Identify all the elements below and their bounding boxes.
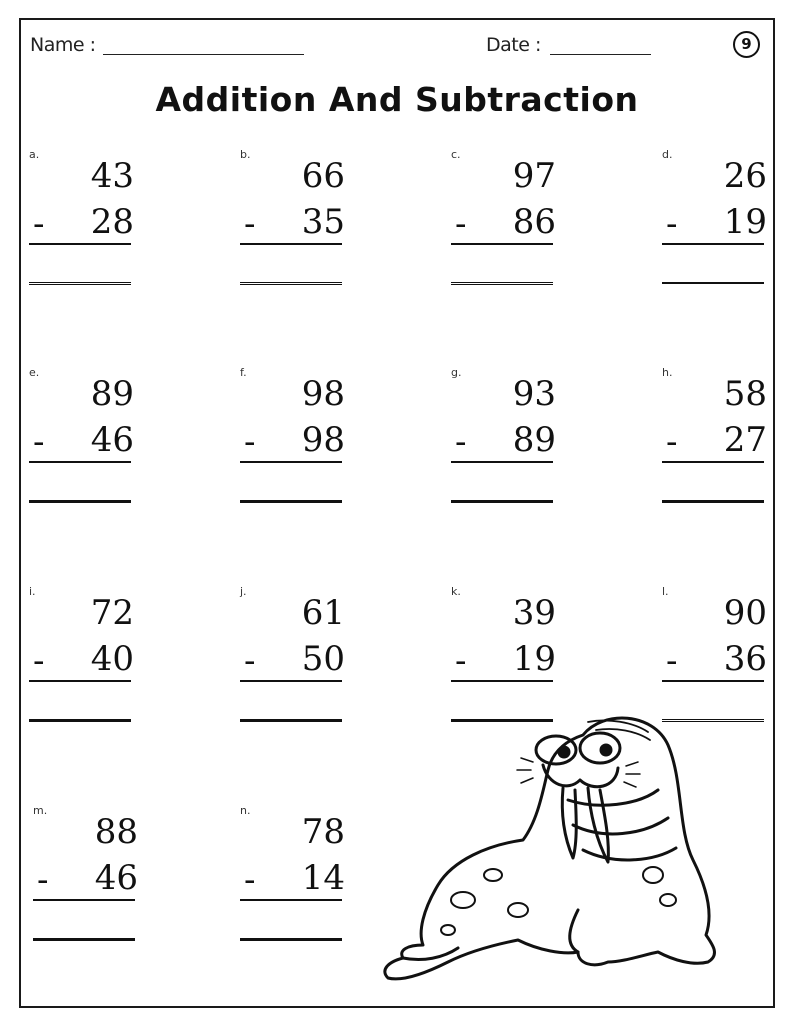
walrus-neck-fold xyxy=(568,790,658,805)
walrus-spot xyxy=(484,869,502,881)
name-label: Name : xyxy=(30,34,96,56)
walrus-spot xyxy=(508,903,528,917)
minus-sign: - xyxy=(666,422,678,462)
subtrahend: 27 xyxy=(723,420,767,460)
sum-line xyxy=(240,680,342,682)
minuend: 58 xyxy=(723,374,767,414)
sum-line xyxy=(662,461,764,463)
walrus-pupil-left xyxy=(559,747,569,757)
walrus-illustration xyxy=(368,700,758,1000)
name-field-line[interactable] xyxy=(103,54,304,55)
answer-line[interactable] xyxy=(240,282,342,285)
minus-sign: - xyxy=(33,204,45,244)
problem-label: f. xyxy=(240,366,247,379)
minus-sign: - xyxy=(244,860,256,900)
subtrahend: 86 xyxy=(512,202,556,242)
problem-label: m. xyxy=(33,804,48,817)
problem-label: h. xyxy=(662,366,673,379)
walrus-spot xyxy=(441,925,455,935)
problem-b xyxy=(240,148,345,298)
problem-label: l. xyxy=(662,585,669,598)
minus-sign: - xyxy=(244,641,256,681)
date-field-line[interactable] xyxy=(550,54,651,55)
walrus-neck-fold-3 xyxy=(583,848,676,860)
problem-label: j. xyxy=(240,585,247,598)
problem-h xyxy=(662,366,767,516)
problem-g xyxy=(451,366,556,516)
subtrahend: 14 xyxy=(301,858,345,898)
sum-line xyxy=(29,461,131,463)
page-title: Addition And Subtraction xyxy=(155,80,639,119)
problem-label: g. xyxy=(451,366,462,379)
minuend: 93 xyxy=(512,374,556,414)
minuend: 43 xyxy=(90,156,134,196)
subtrahend: 89 xyxy=(512,420,556,460)
problem-e xyxy=(29,366,134,516)
minuend: 98 xyxy=(301,374,345,414)
answer-line[interactable] xyxy=(451,500,553,503)
sum-line xyxy=(451,243,553,245)
sum-line xyxy=(662,243,764,245)
minuend: 97 xyxy=(512,156,556,196)
sum-line xyxy=(33,899,135,901)
problem-label: i. xyxy=(29,585,36,598)
walrus-tusk-left xyxy=(562,788,576,858)
walrus-spot xyxy=(660,894,676,906)
sum-line xyxy=(662,680,764,682)
problem-label: b. xyxy=(240,148,251,161)
minus-sign: - xyxy=(244,204,256,244)
subtrahend: 46 xyxy=(90,420,134,460)
subtrahend: 50 xyxy=(301,639,345,679)
walrus-spot xyxy=(643,867,663,883)
problem-label: a. xyxy=(29,148,40,161)
minuend: 39 xyxy=(512,593,556,633)
minus-sign: - xyxy=(33,641,45,681)
subtrahend: 98 xyxy=(301,420,345,460)
problem-label: d. xyxy=(662,148,673,161)
subtrahend: 19 xyxy=(512,639,556,679)
problem-label: k. xyxy=(451,585,461,598)
walrus-neck-fold-2 xyxy=(573,818,668,834)
date-label: Date : xyxy=(486,34,541,56)
walrus-muzzle xyxy=(543,765,618,787)
walrus-tusk-right xyxy=(588,788,608,862)
sum-line xyxy=(451,680,553,682)
subtrahend: 28 xyxy=(90,202,134,242)
minuend: 72 xyxy=(90,593,134,633)
page-number-badge: 9 xyxy=(733,31,760,58)
answer-line[interactable] xyxy=(240,719,342,722)
subtrahend: 40 xyxy=(90,639,134,679)
minus-sign: - xyxy=(455,641,467,681)
minus-sign: - xyxy=(37,860,49,900)
minuend: 61 xyxy=(301,593,345,633)
minuend: 78 xyxy=(301,812,345,852)
minuend: 89 xyxy=(90,374,134,414)
sum-line xyxy=(29,243,131,245)
minus-sign: - xyxy=(33,422,45,462)
problem-m xyxy=(33,804,138,954)
problem-a xyxy=(29,148,134,298)
walrus-front-flipper xyxy=(570,910,578,952)
minuend: 66 xyxy=(301,156,345,196)
sum-line xyxy=(451,461,553,463)
walrus-body xyxy=(385,718,715,979)
minus-sign: - xyxy=(455,422,467,462)
answer-line[interactable] xyxy=(240,938,342,941)
sum-line xyxy=(29,680,131,682)
minuend: 88 xyxy=(94,812,138,852)
sum-line xyxy=(240,899,342,901)
problem-d xyxy=(662,148,767,298)
answer-line[interactable] xyxy=(29,719,131,722)
problem-label: n. xyxy=(240,804,251,817)
problem-label: e. xyxy=(29,366,40,379)
subtrahend: 19 xyxy=(723,202,767,242)
answer-line[interactable] xyxy=(240,500,342,503)
minuend: 26 xyxy=(723,156,767,196)
sum-line xyxy=(240,243,342,245)
subtrahend: 35 xyxy=(301,202,345,242)
minus-sign: - xyxy=(244,422,256,462)
answer-line[interactable] xyxy=(33,938,135,941)
problem-f xyxy=(240,366,345,516)
subtrahend: 46 xyxy=(94,858,138,898)
answer-line[interactable] xyxy=(29,500,131,503)
answer-line[interactable] xyxy=(662,500,764,503)
walrus-spot xyxy=(451,892,475,908)
problem-label: c. xyxy=(451,148,461,161)
problem-c xyxy=(451,148,556,298)
sum-line xyxy=(240,461,342,463)
walrus-pupil-right xyxy=(601,745,611,755)
minuend: 90 xyxy=(723,593,767,633)
subtrahend: 36 xyxy=(723,639,767,679)
answer-line[interactable] xyxy=(451,282,553,285)
minus-sign: - xyxy=(666,204,678,244)
problem-n xyxy=(240,804,345,954)
answer-line[interactable] xyxy=(29,282,131,285)
walrus-tail-flipper xyxy=(403,948,458,960)
minus-sign: - xyxy=(455,204,467,244)
problem-i xyxy=(29,585,134,735)
minus-sign: - xyxy=(666,641,678,681)
problem-j xyxy=(240,585,345,735)
answer-line[interactable] xyxy=(662,282,764,284)
